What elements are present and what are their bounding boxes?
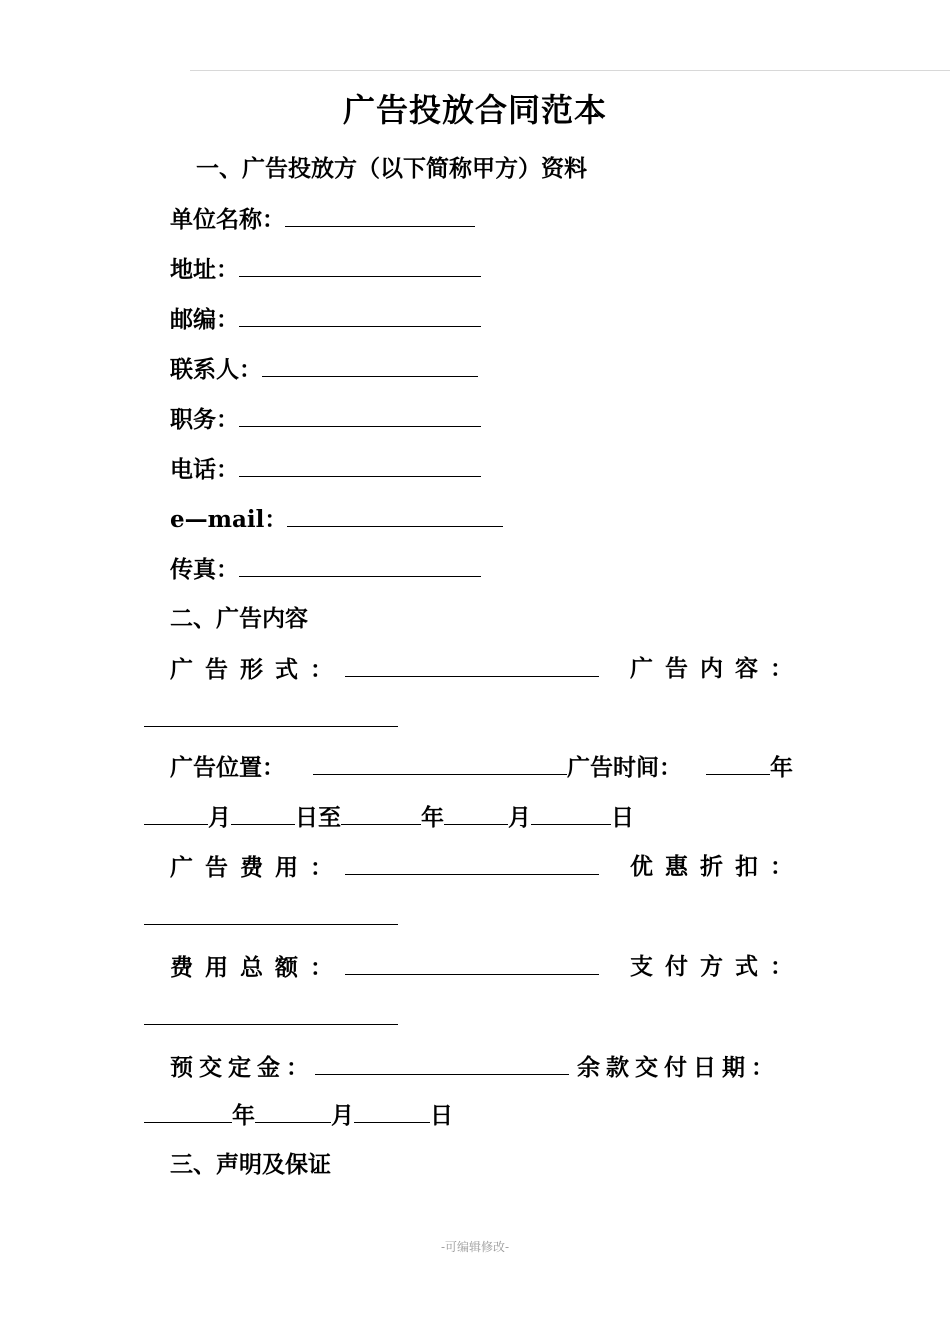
total-row [170, 952, 599, 983]
ad-form-label: 广告形式： [170, 656, 345, 683]
ad-time-label: 广告时间： [567, 754, 682, 781]
ad-fee-label: 广告费用： [170, 854, 345, 881]
phone-blank[interactable] [239, 454, 481, 477]
end-month-blank[interactable] [444, 802, 508, 825]
field-position [170, 404, 481, 435]
field-address [170, 254, 481, 285]
field-label: 地址： [170, 256, 239, 283]
discount-row-2 [144, 902, 398, 933]
contact-blank[interactable] [262, 354, 478, 377]
ad-content-row-2 [144, 704, 398, 735]
payment-row-2 [144, 1002, 398, 1033]
payment-blank[interactable] [144, 1002, 398, 1025]
year-label: 年 [770, 754, 793, 781]
month-label: 月 [508, 804, 531, 831]
section1-heading: 一、广告投放方（以下简称甲方）资料 [196, 155, 587, 182]
start-day-blank[interactable] [231, 802, 295, 825]
balance-year-blank[interactable] [144, 1100, 232, 1123]
day-label: 日 [611, 804, 634, 831]
year-label: 年 [232, 1102, 255, 1129]
balance-month-blank[interactable] [255, 1100, 331, 1123]
ad-form-row [170, 654, 599, 685]
start-year-blank[interactable] [706, 752, 770, 775]
page-footer: -可编辑修改- [440, 1240, 510, 1254]
day-to-label: 日至 [295, 804, 341, 831]
field-phone [170, 454, 481, 485]
company-name-blank[interactable] [285, 204, 475, 227]
field-label: 职务： [170, 406, 239, 433]
top-rule [190, 70, 950, 71]
field-label: 传真： [170, 556, 239, 583]
field-contact [170, 354, 478, 385]
ad-form-blank[interactable] [345, 654, 599, 677]
day-label: 日 [430, 1102, 453, 1129]
field-label: 单位名称： [170, 206, 285, 233]
field-label: 邮编： [170, 306, 239, 333]
total-blank[interactable] [345, 952, 599, 975]
field-fax [170, 554, 481, 585]
address-blank[interactable] [239, 254, 481, 277]
deposit-blank[interactable] [315, 1052, 569, 1075]
section3-heading: 三、声明及保证 [170, 1151, 331, 1178]
ad-content-label: 广告内容： [630, 655, 805, 682]
balance-day-blank[interactable] [354, 1100, 430, 1123]
field-company-name [170, 204, 475, 235]
field-postcode [170, 304, 481, 335]
ad-content-row [630, 654, 805, 684]
year-label: 年 [421, 804, 444, 831]
end-day-blank[interactable] [531, 802, 611, 825]
discount-row [630, 852, 805, 882]
field-label: e—mail： [170, 506, 288, 533]
deposit-row [170, 1052, 780, 1083]
ad-fee-blank[interactable] [345, 852, 599, 875]
ad-position-label: 广告位置： [170, 754, 285, 781]
postcode-blank[interactable] [239, 304, 481, 327]
payment-label: 支付方式： [630, 953, 805, 980]
balance-date-row-2 [144, 1100, 453, 1131]
ad-content-blank[interactable] [144, 704, 398, 727]
end-year-blank[interactable] [341, 802, 421, 825]
month-label: 月 [208, 804, 231, 831]
email-blank[interactable] [287, 504, 503, 527]
month-label: 月 [331, 1102, 354, 1129]
ad-position-blank[interactable] [313, 752, 567, 775]
field-label: 联系人： [170, 356, 262, 383]
start-month-blank[interactable] [144, 802, 208, 825]
ad-position-row [170, 752, 793, 783]
document-title: 广告投放合同范本 [342, 91, 607, 129]
payment-row [630, 952, 805, 982]
ad-time-row-2 [144, 802, 634, 833]
position-blank[interactable] [239, 404, 481, 427]
fax-blank[interactable] [239, 554, 481, 577]
discount-blank[interactable] [144, 902, 398, 925]
ad-fee-row [170, 852, 599, 883]
deposit-label: 预交定金： [170, 1054, 315, 1081]
section2-heading: 二、广告内容 [170, 605, 308, 632]
balance-date-label: 余款交付日期： [577, 1054, 780, 1081]
total-label: 费用总额： [170, 954, 345, 981]
field-label: 电话： [170, 456, 239, 483]
field-email [170, 504, 503, 535]
discount-label: 优惠折扣： [630, 853, 805, 880]
